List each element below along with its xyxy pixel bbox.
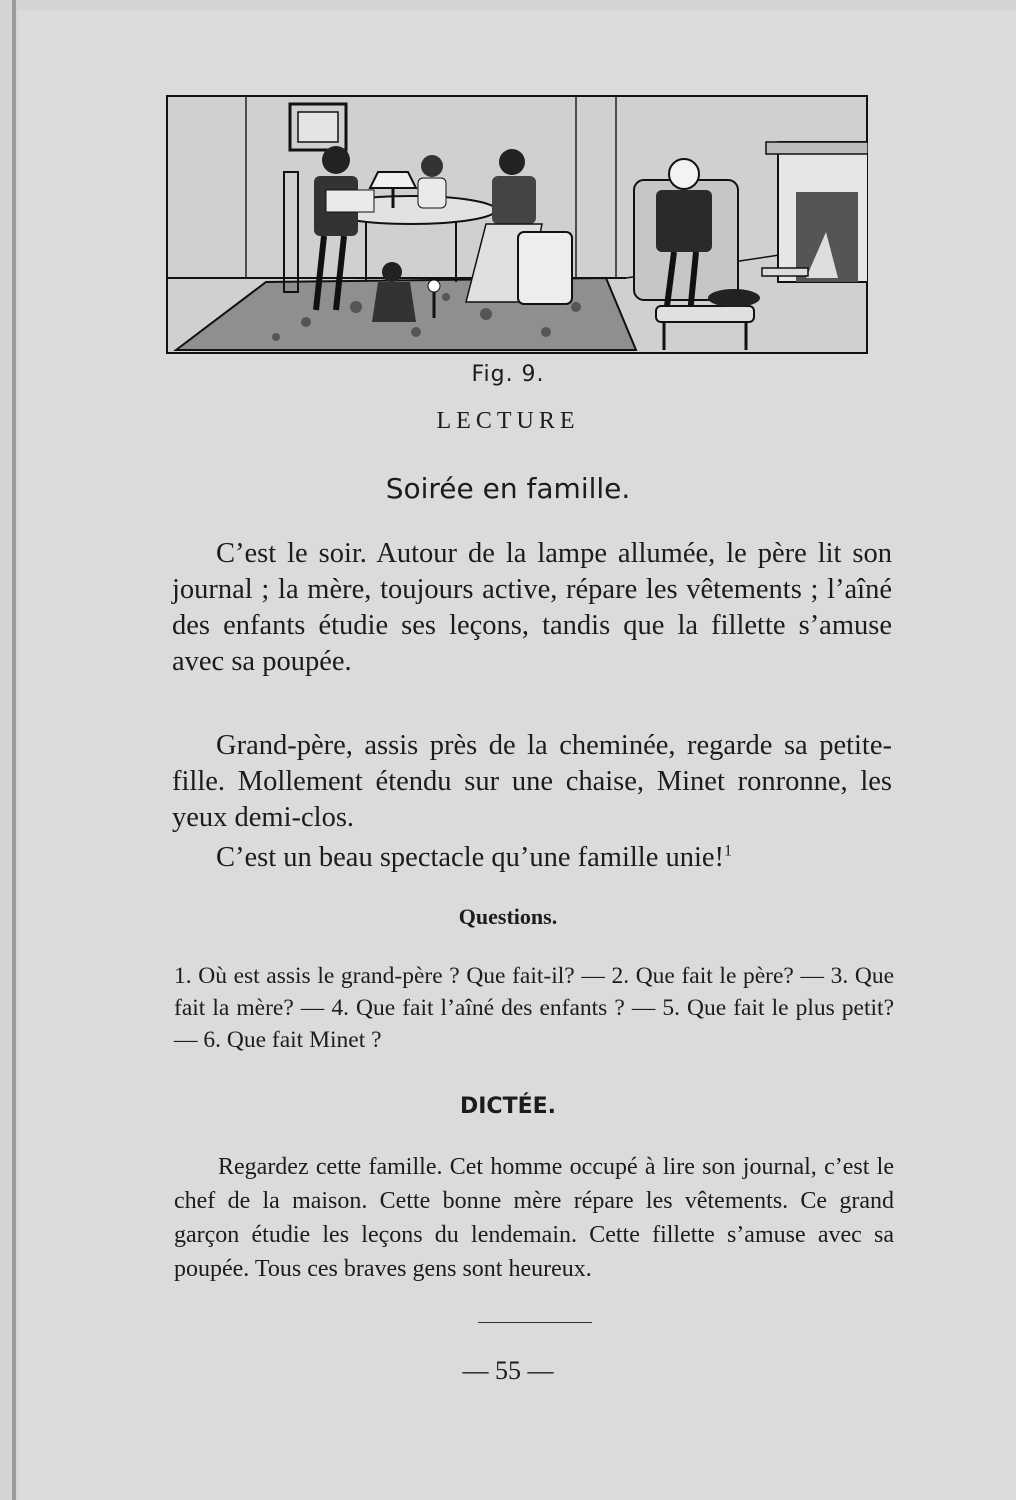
- reading-paragraph-3: C’est un beau spectacle qu’une famille unie!$^1$: [216, 842, 733, 873]
- dictee-title: DICTÉE.: [459, 1094, 556, 1119]
- divider: [478, 1322, 592, 1323]
- page-number: — 55 —: [462, 1356, 554, 1385]
- page-binding-edge: [12, 0, 16, 1500]
- section-heading: LECTURE: [436, 408, 580, 434]
- figure-caption: Fig. 9.: [471, 362, 545, 387]
- family-evening-illustration: [166, 82, 868, 354]
- dictee-text: Regardez cette famille. Cet homme occupé à lire son journal, c’est le chef de la maison. Cette bonne mère répare les vêtements. Ce grand garçon étudie les leçons du lendemain. Cette fillette s’amuse avec sa poupée. Tous ces braves gens sont heureux.: [174, 1154, 894, 1282]
- questions-text: 1. Où est assis le grand-père ? Que fait-il? — 2. Que fait le père? — 3. Que fait la mère? — 4. Que fait l’aîné des enfants ? — 5. Que fait le plus petit? — 6. Que fait Minet ?: [174, 963, 894, 1053]
- reading-paragraph-1: C’est le soir. Autour de la lampe allumée, le père lit son journal ; la mère, toujours active, répare les vêtements ; l’aîné des enfants étudie ses leçons, tandis que la fillette s’amuse avec sa poupée.: [172, 538, 892, 677]
- reading-paragraph-2: Grand-père, assis près de la cheminée, regarde sa petite-fille. Mollement étendu sur une chaise, Minet ronronne, les yeux demi-clos.: [172, 730, 892, 833]
- questions-title: Questions.: [458, 904, 558, 929]
- reading-title: Soirée en famille.: [385, 472, 631, 505]
- footnote-marker: 1: [724, 842, 733, 860]
